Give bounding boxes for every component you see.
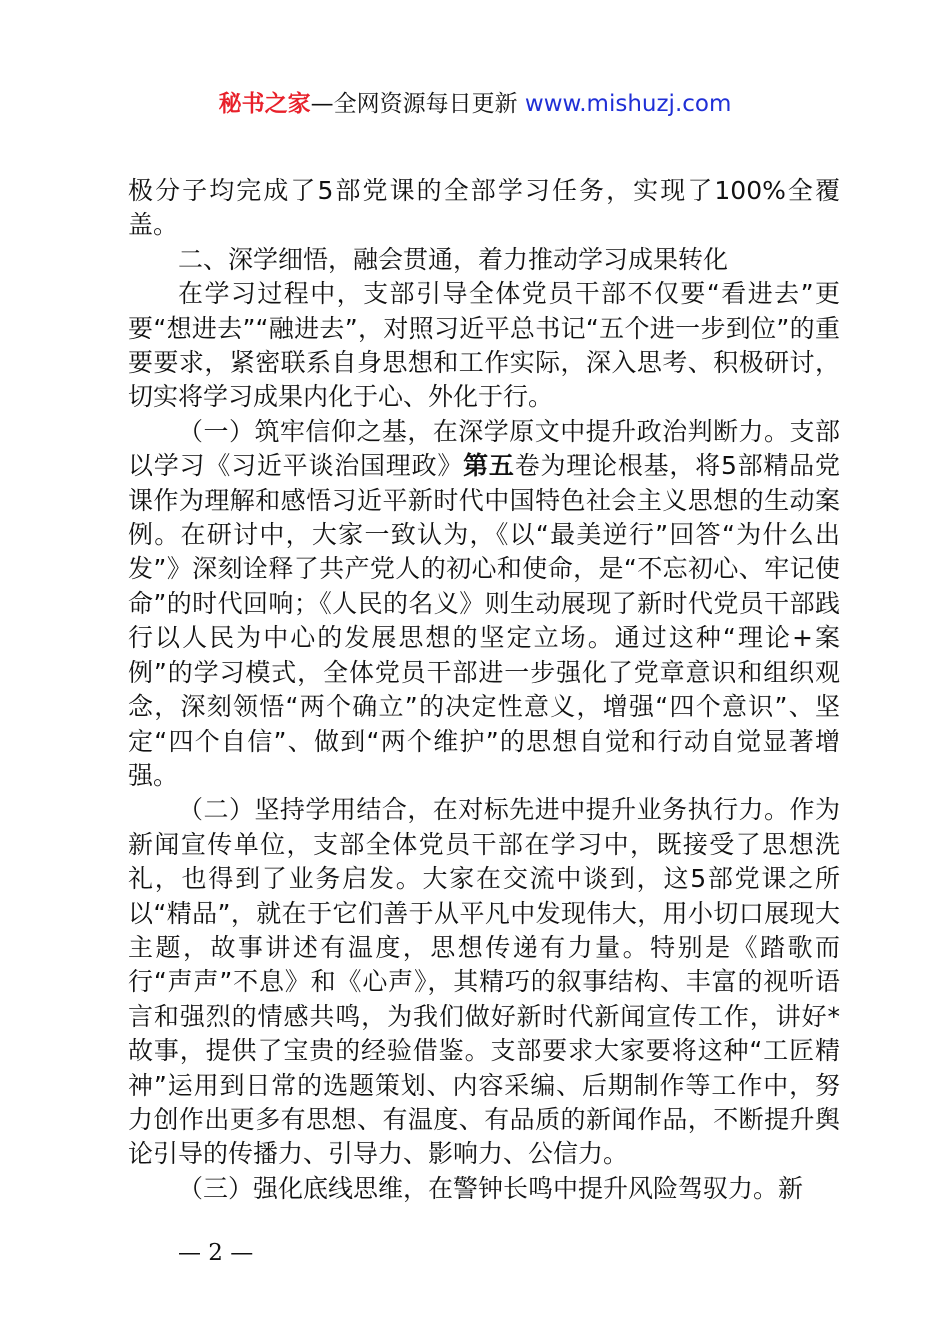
paragraph-subsection-3: （三）强化底线思维，在警钟长鸣中提升风险驾驭力。新 <box>178 1173 804 1203</box>
header-tagline: —全网资源每日更新 <box>310 91 518 117</box>
page-header <box>0 86 950 122</box>
paragraph-subsection-2: （二）坚持学用结合，在对标先进中提升业务执行力。作为新闻宣传单位，支部全体党员干部在学习中，既接受了思想洗礼，也得到了业务启发。大家在交流中谈到，这5部党课之所以“精品”，就在于它们善于从平凡中发现伟大，用小切口展现大主题，故事讲述有温度，思想传递有力量。特别是《踏歌而行“声声”不息》和《心声》，其精巧的叙事结构、丰富的视听语言和强烈的情感共鸣，为我们做好新时代新闻宣传工作，讲好*故事，提供了宝贵的经验借鉴。支部要求大家要将这种“工匠精神”运用到日常的选题策划、内容采编、后期制作等工作中，努力创作出更多有思想、有温度、有品质的新闻作品，不断提升舆论引导的传播力、引导力、影响力、公信力。 <box>128 795 840 1169</box>
brand-name: 秘书之家 <box>218 91 311 117</box>
paragraph-subsection-1 <box>128 415 840 793</box>
document-body <box>128 174 840 1206</box>
subsection-1-bold-text: 第五 <box>463 451 515 481</box>
subsection-1-text-a: （一）筑牢信仰之基，在深学原文中提升政治判断力。支部以学习《习近平谈治国理政》 <box>128 416 840 481</box>
paragraph-study-process: 在学习过程中，支部引导全体党员干部不仅要“看进去”更要“想进去”“融进去”，对照习近平总书记“五个进一步到位”的重要要求，紧密联系自身思想和工作实际，深入思考、积极研讨，切实将学习成果内化于心、外化于行。 <box>128 279 840 412</box>
website-url[interactable]: www.mishuzj.com <box>524 91 732 117</box>
paragraph-continued: 极分子均完成了5部党课的全部学习任务，实现了100%全覆盖。 <box>128 176 840 240</box>
page-number: — 2 — <box>178 1240 254 1266</box>
subsection-1-text-b: 卷为理论根基，将5部精品党课作为理解和感悟习近平新时代中国特色社会主义思想的生动案例。在研讨中，大家一致认为，《以“最美逆行”回答“为什么出发”》深刻诠释了共产党人的初心和使命，是“不忘初心、牢记使命”的时代回响；《人民的名义》则生动展现了新时代党员干部践行以人民为中心的发展思想的坚定立场。通过这种“理论+案例”的学习模式，全体党员干部进一步强化了党章意识和组织观念，深刻领悟“两个确立”的决定性意义，增强“四个意识”、坚定“四个自信”、做到“两个维护”的思想自觉和行动自觉显著增强。 <box>128 451 840 790</box>
section-heading-2: 二、深学细悟，融会贯通，着力推动学习成果转化 <box>178 244 729 274</box>
